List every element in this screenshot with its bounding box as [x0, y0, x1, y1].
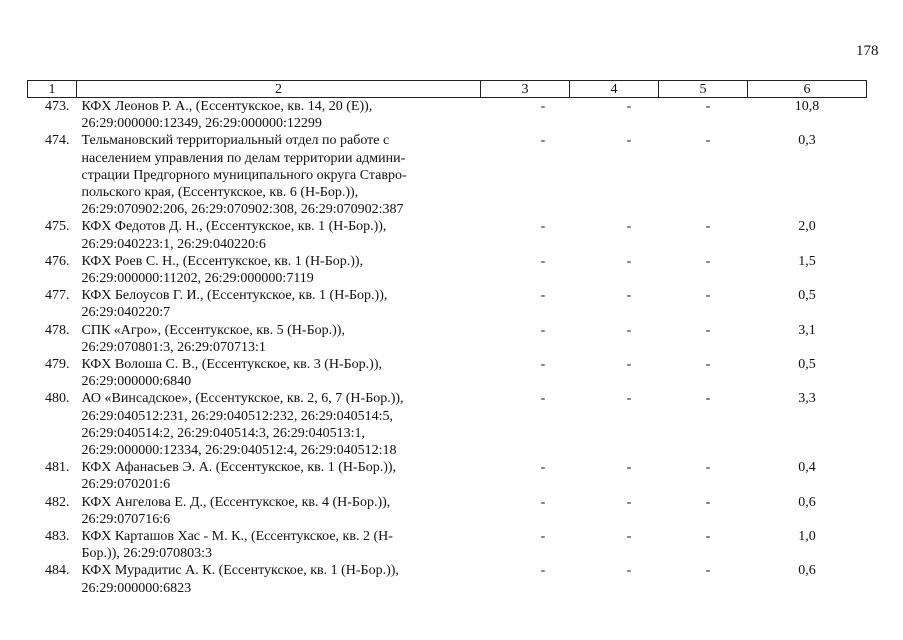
row-col-5: -: [705, 133, 711, 149]
row-col-3: -: [540, 219, 546, 235]
table-row: [28, 528, 867, 562]
row-number: 479.: [45, 357, 70, 373]
table-row: [28, 494, 867, 528]
description-line: КФХ Федотов Д. Н., (Ессентукское, кв. 1 (Н-Бор.)),: [81, 219, 387, 235]
row-col-3: -: [540, 391, 546, 407]
header-col-4: 4: [570, 81, 659, 98]
row-description: [77, 494, 481, 528]
description-line: СПК «Агро», (Ессентукское, кв. 5 (Н-Бор.)),: [81, 322, 345, 338]
row-col-6: 0,4: [798, 460, 816, 476]
description-line: 26:29:000000:6840: [81, 374, 192, 390]
description-line: 26:29:000000:6823: [81, 580, 192, 596]
row-number: 476.: [45, 253, 70, 269]
header-col-1: 1: [28, 81, 77, 98]
row-description: [77, 98, 481, 133]
row-col-5: -: [705, 288, 711, 304]
row-col-5: -: [705, 322, 711, 338]
table-row: [28, 322, 867, 356]
row-col-3: -: [540, 133, 546, 149]
row-description: [77, 390, 481, 459]
row-col-5: -: [705, 563, 711, 579]
description-line: населением управления по делам территории админи-: [81, 150, 406, 166]
row-number: 482.: [45, 494, 70, 510]
row-col-4: -: [626, 322, 632, 338]
header-row: [28, 81, 867, 98]
row-col-3: -: [540, 357, 546, 373]
header-col-2: 2: [77, 81, 481, 98]
row-col-3: -: [540, 494, 546, 510]
description-line: 26:29:000000:11202, 26:29:000000:7119: [81, 271, 314, 287]
row-description: [77, 253, 481, 287]
row-col-4: -: [626, 529, 632, 545]
row-col-5: -: [705, 357, 711, 373]
row-number: 481.: [45, 460, 70, 476]
row-col-5: -: [705, 391, 711, 407]
row-col-4: -: [626, 563, 632, 579]
table-row: [28, 132, 867, 218]
row-number: 474.: [45, 133, 70, 149]
description-line: КФХ Роев С. Н., (Ессентукское, кв. 1 (Н-Бор.)),: [81, 253, 364, 269]
description-line: КФХ Мурадитис А. К. (Ессентукское, кв. 1 (Н-Бор.)),: [81, 563, 399, 579]
page-number: 178: [856, 43, 879, 59]
row-col-4: -: [626, 133, 632, 149]
table-row: [28, 98, 867, 133]
row-number: 478.: [45, 322, 70, 338]
row-col-3: -: [540, 563, 546, 579]
row-col-5: -: [705, 219, 711, 235]
row-description: [77, 287, 481, 321]
row-col-3: -: [540, 99, 546, 114]
land-plots-table: [27, 80, 867, 597]
row-number: 484.: [45, 563, 70, 579]
row-col-3: -: [540, 529, 546, 545]
description-line: КФХ Леонов Р. А., (Ессентукское, кв. 14, 20 (Е)),: [81, 99, 373, 114]
row-col-4: -: [626, 391, 632, 407]
row-description: [77, 528, 481, 562]
row-col-4: -: [626, 219, 632, 235]
row-col-6: 0,6: [798, 494, 816, 510]
header-col-6: 6: [748, 81, 867, 98]
row-description: [77, 562, 481, 596]
row-col-5: -: [705, 99, 711, 114]
row-col-4: -: [626, 460, 632, 476]
description-line: 26:29:040223:1, 26:29:040220:6: [81, 236, 266, 252]
row-col-5: -: [705, 529, 711, 545]
row-description: [77, 218, 481, 252]
row-description: [77, 356, 481, 390]
row-col-6: 1,5: [798, 253, 816, 269]
table-row: [28, 562, 867, 596]
description-line: польского края, (Ессентукское, кв. 6 (Н-Бор.)),: [81, 185, 359, 201]
table-row: [28, 253, 867, 287]
row-description: [77, 132, 481, 218]
table-row: [28, 287, 867, 321]
row-col-3: -: [540, 253, 546, 269]
description-line: 26:29:040512:231, 26:29:040512:232, 26:29:040514:5,: [81, 408, 394, 424]
description-line: КФХ Белоусов Г. И., (Ессентукское, кв. 1 (Н-Бор.)),: [81, 288, 388, 304]
row-description: [77, 459, 481, 493]
row-col-6: 0,5: [798, 288, 816, 304]
row-number: 480.: [45, 391, 70, 407]
row-description: [77, 322, 481, 356]
row-col-6: 0,3: [798, 133, 816, 149]
description-line: 26:29:070902:206, 26:29:070902:308, 26:29:070902:387: [81, 202, 404, 218]
description-line: страции Предгорного муниципального округа Ставро-: [81, 167, 407, 183]
table-row: [28, 356, 867, 390]
header-col-5: 5: [659, 81, 748, 98]
row-col-5: -: [705, 460, 711, 476]
row-col-6: 3,3: [798, 391, 816, 407]
table-body: [28, 98, 867, 597]
row-col-3: -: [540, 288, 546, 304]
description-line: 26:29:070201:6: [81, 477, 171, 493]
description-line: 26:29:000000:12349, 26:29:000000:12299: [81, 116, 322, 132]
description-line: Бор.)), 26:29:070803:3: [81, 546, 213, 562]
row-col-6: 0,6: [798, 563, 816, 579]
row-number: 483.: [45, 529, 70, 545]
row-col-4: -: [626, 253, 632, 269]
description-line: КФХ Ангелова Е. Д., (Ессентукское, кв. 4 (Н-Бор.)),: [81, 494, 391, 510]
description-line: 26:29:040514:2, 26:29:040514:3, 26:29:040513:1,: [81, 425, 366, 441]
header-col-3: 3: [481, 81, 570, 98]
description-line: АО «Винсадское», (Ессентукское, кв. 2, 6, 7 (Н-Бор.)),: [81, 391, 404, 407]
table-header: [28, 81, 867, 98]
description-line: 26:29:070716:6: [81, 511, 171, 527]
row-col-5: -: [705, 494, 711, 510]
row-col-6: 3,1: [798, 322, 816, 338]
description-line: Тельмановский территориальный отдел по работе с: [81, 133, 390, 149]
description-line: КФХ Афанасьев Э. А. (Ессентукское, кв. 1 (Н-Бор.)),: [81, 460, 397, 476]
row-col-3: -: [540, 460, 546, 476]
row-number: 473.: [45, 99, 70, 114]
row-col-4: -: [626, 99, 632, 114]
row-col-4: -: [626, 288, 632, 304]
row-col-6: 1,0: [798, 529, 816, 545]
description-line: 26:29:000000:12334, 26:29:040512:4, 26:29:040512:18: [81, 443, 397, 459]
row-col-4: -: [626, 357, 632, 373]
description-line: 26:29:040220:7: [81, 305, 171, 321]
description-line: 26:29:070801:3, 26:29:070713:1: [81, 339, 266, 355]
row-number: 475.: [45, 219, 70, 235]
table-row: [28, 390, 867, 459]
row-col-6: 10,8: [794, 99, 820, 114]
row-col-6: 2,0: [798, 219, 816, 235]
row-number: 477.: [45, 288, 70, 304]
table-row: [28, 218, 867, 252]
row-col-4: -: [626, 494, 632, 510]
row-col-6: 0,5: [798, 357, 816, 373]
row-col-3: -: [540, 322, 546, 338]
description-line: КФХ Волоша С. В., (Ессентукское, кв. 3 (Н-Бор.)),: [81, 357, 383, 373]
description-line: КФХ Карташов Хас - М. К., (Ессентукское, кв. 2 (Н-: [81, 529, 393, 545]
table-row: [28, 459, 867, 493]
row-col-5: -: [705, 253, 711, 269]
